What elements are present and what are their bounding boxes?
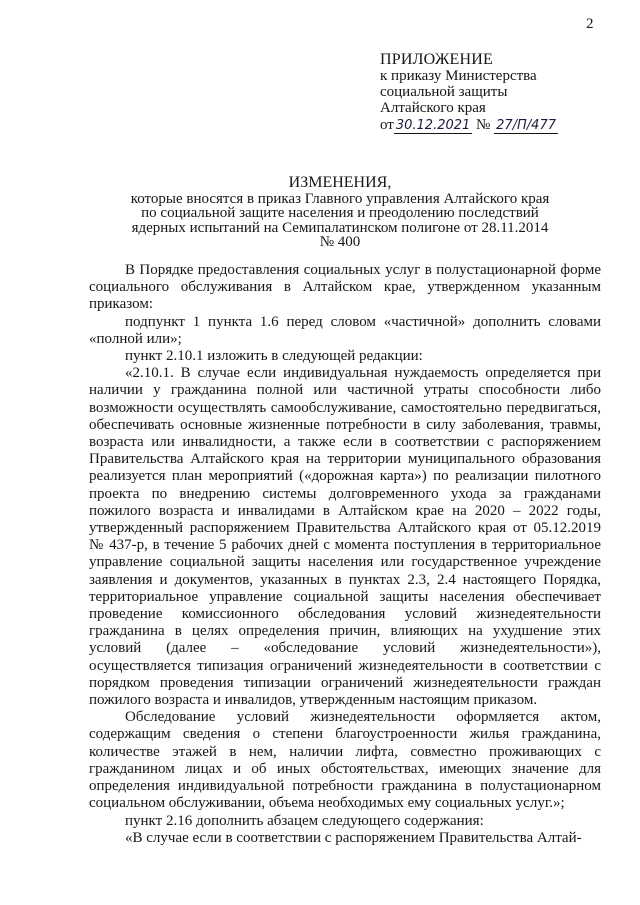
document-title-block bbox=[100, 176, 580, 250]
appendix-heading: ПРИЛОЖЕНИЕ bbox=[380, 51, 494, 68]
paragraph: «2.10.1. В случае если индивидуальная нуждаемость определяется при наличии у гражданина полной или частичной утраты способности либо возможности осуществлять самообслуживание, самостоятельно передвигаться, обеспечивать основные жизненные потребности в силу заболевания, травмы, возраста или инвалидности, а также если в соответствии с распоряжением Правительства Алтайского края на территории муниципального образования реализуется план мероприятий («дорожная карта») по реализации пилотного проекта по внедрению системы долговременного ухода за гражданами пожилого возраста и инвалидами в Алтайском крае на 2020 – 2022 годы, утвержденный распоряжением Правительства Алтайского края от 05.12.2019 № 437-р, в течение 5 рабочих дней с момента поступления в территориальное управление социальной защиты населения или государственное учреждение заявления и документов, указанных в пунктах 2.3, 2.4 настоящего Порядка, территориальное управление социальной защиты населения обеспечивает проведение комиссионного обследования условий жизнедеятельности гражданина в целях определения причин, влияющих на ухудшение этих условий (далее – «обследование условий жизнедеятельности»), осуществляется типизация ограничений жизнедеятельности в соответствии с порядком проведения типизации ограничений жизнедеятельности граждан пожилого возраста и инвалидов, утвержденным настоящим приказом. bbox=[89, 365, 601, 709]
title-line-4: № 400 bbox=[319, 234, 361, 250]
title-line-2: по социальной защите населения и преодолению последствий bbox=[141, 205, 539, 221]
title-line-3: ядерных испытаний на Семипалатинском полигоне от 28.11.2014 bbox=[131, 219, 549, 236]
appendix-line-1: к приказу Министерства bbox=[380, 68, 537, 84]
paragraph: «В случае если в соответствии с распоряжением Правительства Алтай- bbox=[125, 829, 582, 846]
date-prefix: от bbox=[380, 117, 394, 133]
document-body bbox=[89, 262, 601, 847]
paragraph: пункт 2.16 дополнить абзацем следующего содержания: bbox=[125, 812, 484, 829]
order-date: 30.12.2021 bbox=[395, 118, 471, 133]
paragraph: пункт 2.10.1 изложить в следующей редакции: bbox=[125, 348, 423, 365]
document-title: ИЗМЕНЕНИЯ, bbox=[288, 174, 392, 191]
page-number: 2 bbox=[586, 16, 594, 32]
appendix-line-2: социальной защиты bbox=[380, 84, 508, 100]
paragraph: В Порядке предоставления социальных услуг в полустационарной форме социального обслуживания в Алтайском крае, утвержденном указанным приказом: bbox=[89, 262, 601, 313]
order-date-number-line bbox=[380, 117, 630, 134]
number-prefix: № bbox=[476, 117, 491, 133]
appendix-line-3: Алтайского края bbox=[380, 100, 486, 116]
appendix-block bbox=[380, 52, 630, 134]
paragraph: подпункт 1 пункта 1.6 перед словом «частичной» дополнить словами «полной или»; bbox=[89, 313, 601, 347]
paragraph: Обследование условий жизнедеятельности оформляется актом, содержащим сведения о степени благоустроенности жилья гражданина, количестве этажей в нем, наличии лифта, совместно проживающих с гражданином лицах и об иных обстоятельствах, имеющих значение для определения индивидуальной потребности гражданина в полустационарном социальном обслуживании, объема необходимых ему социальных услуг.»; bbox=[89, 709, 601, 812]
title-line-1: которые вносятся в приказ Главного управления Алтайского края bbox=[130, 190, 550, 207]
order-number: 27/П/477 bbox=[496, 118, 556, 133]
